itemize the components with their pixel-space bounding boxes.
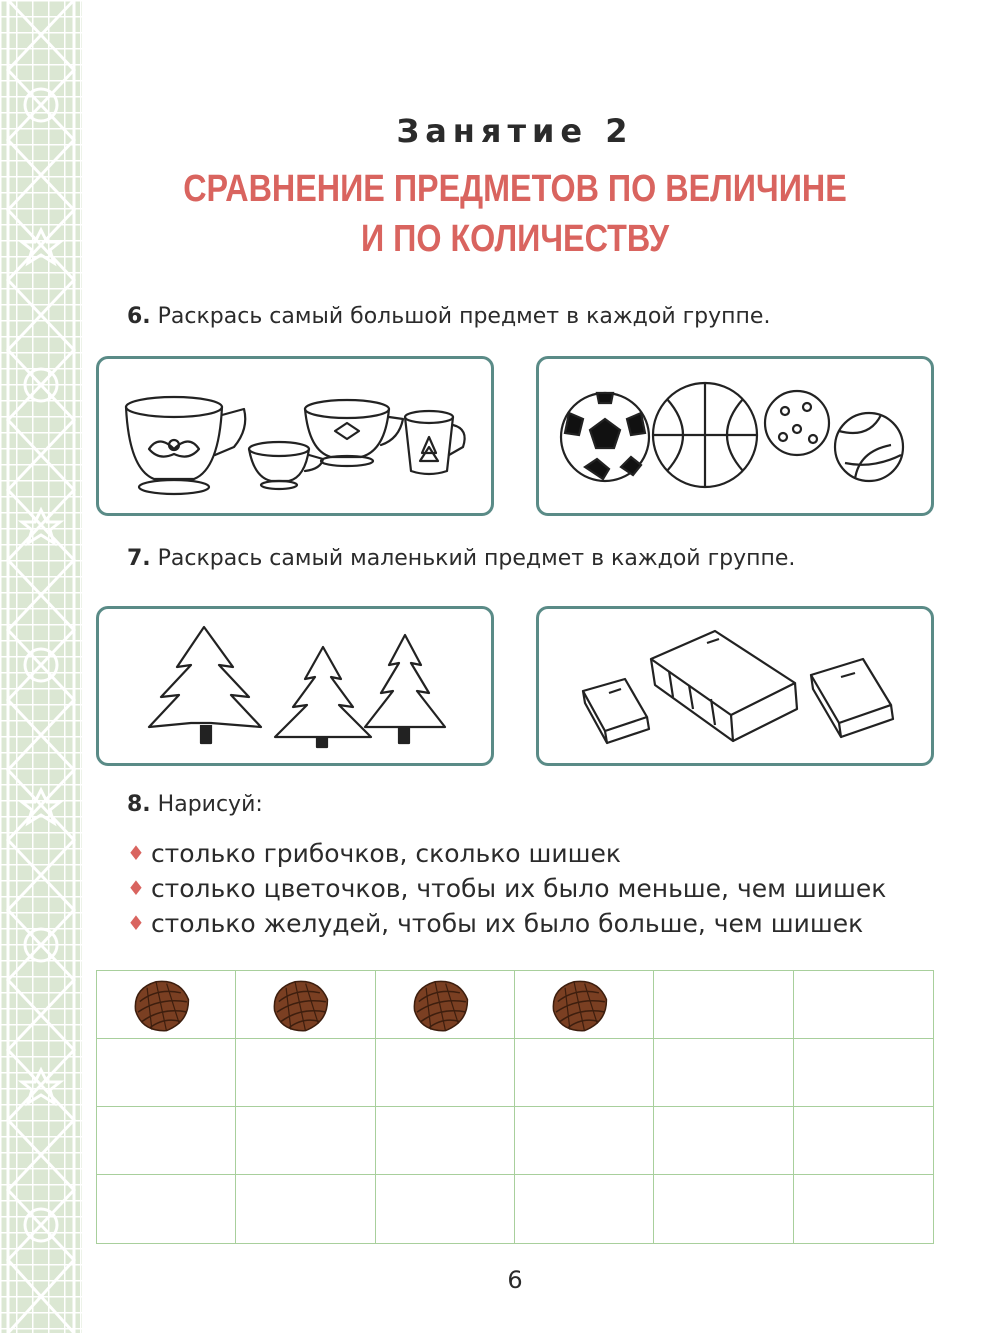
grid-cell[interactable] [515, 1107, 654, 1175]
grid-cell[interactable] [794, 1175, 933, 1243]
grid-cell[interactable] [794, 1039, 933, 1107]
grid-cell[interactable] [376, 1039, 515, 1107]
trees-group [96, 606, 494, 766]
grid-cell[interactable] [376, 971, 515, 1039]
grid-cell[interactable] [654, 1107, 793, 1175]
task-number: 6. [127, 304, 151, 329]
grid-cell[interactable] [97, 971, 236, 1039]
grid-cell[interactable] [515, 971, 654, 1039]
diamond-icon: ♦ [127, 911, 145, 935]
ball-icon [539, 359, 931, 513]
grid-cell[interactable] [654, 971, 793, 1039]
page-number: 6 [507, 1266, 523, 1294]
book-icon [539, 609, 931, 763]
task-7 [127, 546, 795, 571]
grid-cell[interactable] [97, 1175, 236, 1243]
diamond-icon: ♦ [127, 841, 145, 865]
drawing-grid[interactable] [96, 970, 934, 1244]
task-number: 8. [127, 792, 151, 817]
grid-cell[interactable] [515, 1175, 654, 1243]
grid-cell[interactable] [236, 1039, 375, 1107]
grid-cell[interactable] [236, 1175, 375, 1243]
instructions-list [127, 836, 886, 941]
pine-cone-icon [545, 975, 615, 1035]
grid-cell[interactable] [376, 1175, 515, 1243]
grid-cell[interactable] [654, 1175, 793, 1243]
border-pattern-icon [0, 0, 82, 1333]
grid-cell[interactable] [794, 1107, 933, 1175]
task-text: Раскрась самый маленький предмет в каждой группе. [150, 546, 796, 571]
lesson-title [77, 164, 953, 264]
decorative-border [0, 0, 82, 1333]
pine-cone-icon [127, 975, 197, 1035]
grid-cell[interactable] [376, 1107, 515, 1175]
list-item: ♦ столько цветочков, чтобы их было меньше, чем шишек [127, 874, 887, 903]
grid-cell[interactable] [654, 1039, 793, 1107]
task-text: Раскрась самый большой предмет в каждой группе. [150, 304, 771, 329]
pine-cone-icon [406, 975, 476, 1035]
grid-cell[interactable] [236, 1107, 375, 1175]
task-6 [127, 304, 770, 329]
grid-cell[interactable] [794, 971, 933, 1039]
grid-cell[interactable] [97, 1039, 236, 1107]
task-text: Нарисуй: [150, 792, 263, 817]
grid-cell[interactable] [515, 1039, 654, 1107]
pine-cone-icon [266, 975, 336, 1035]
lesson-title-line-1: СРАВНЕНИЕ ПРЕДМЕТОВ ПО ВЕЛИЧИНЕ [183, 168, 847, 210]
diamond-icon: ♦ [127, 876, 145, 900]
books-group [536, 606, 934, 766]
lesson-title-line-2: И ПО КОЛИЧЕСТВУ [360, 218, 670, 260]
task-number: 7. [127, 546, 151, 571]
list-item: ♦ столько желудей, чтобы их было больше, чем шишек [127, 909, 864, 938]
grid-cell[interactable] [97, 1107, 236, 1175]
lesson-label: Занятие 2 [396, 112, 634, 150]
list-item: ♦ столько грибочков, сколько шишек [127, 839, 622, 868]
balls-group [536, 356, 934, 516]
fir-tree-icon [99, 609, 491, 763]
task-8 [127, 792, 263, 817]
grid-cell[interactable] [236, 971, 375, 1039]
cup-icon [99, 359, 491, 513]
cups-group [96, 356, 494, 516]
